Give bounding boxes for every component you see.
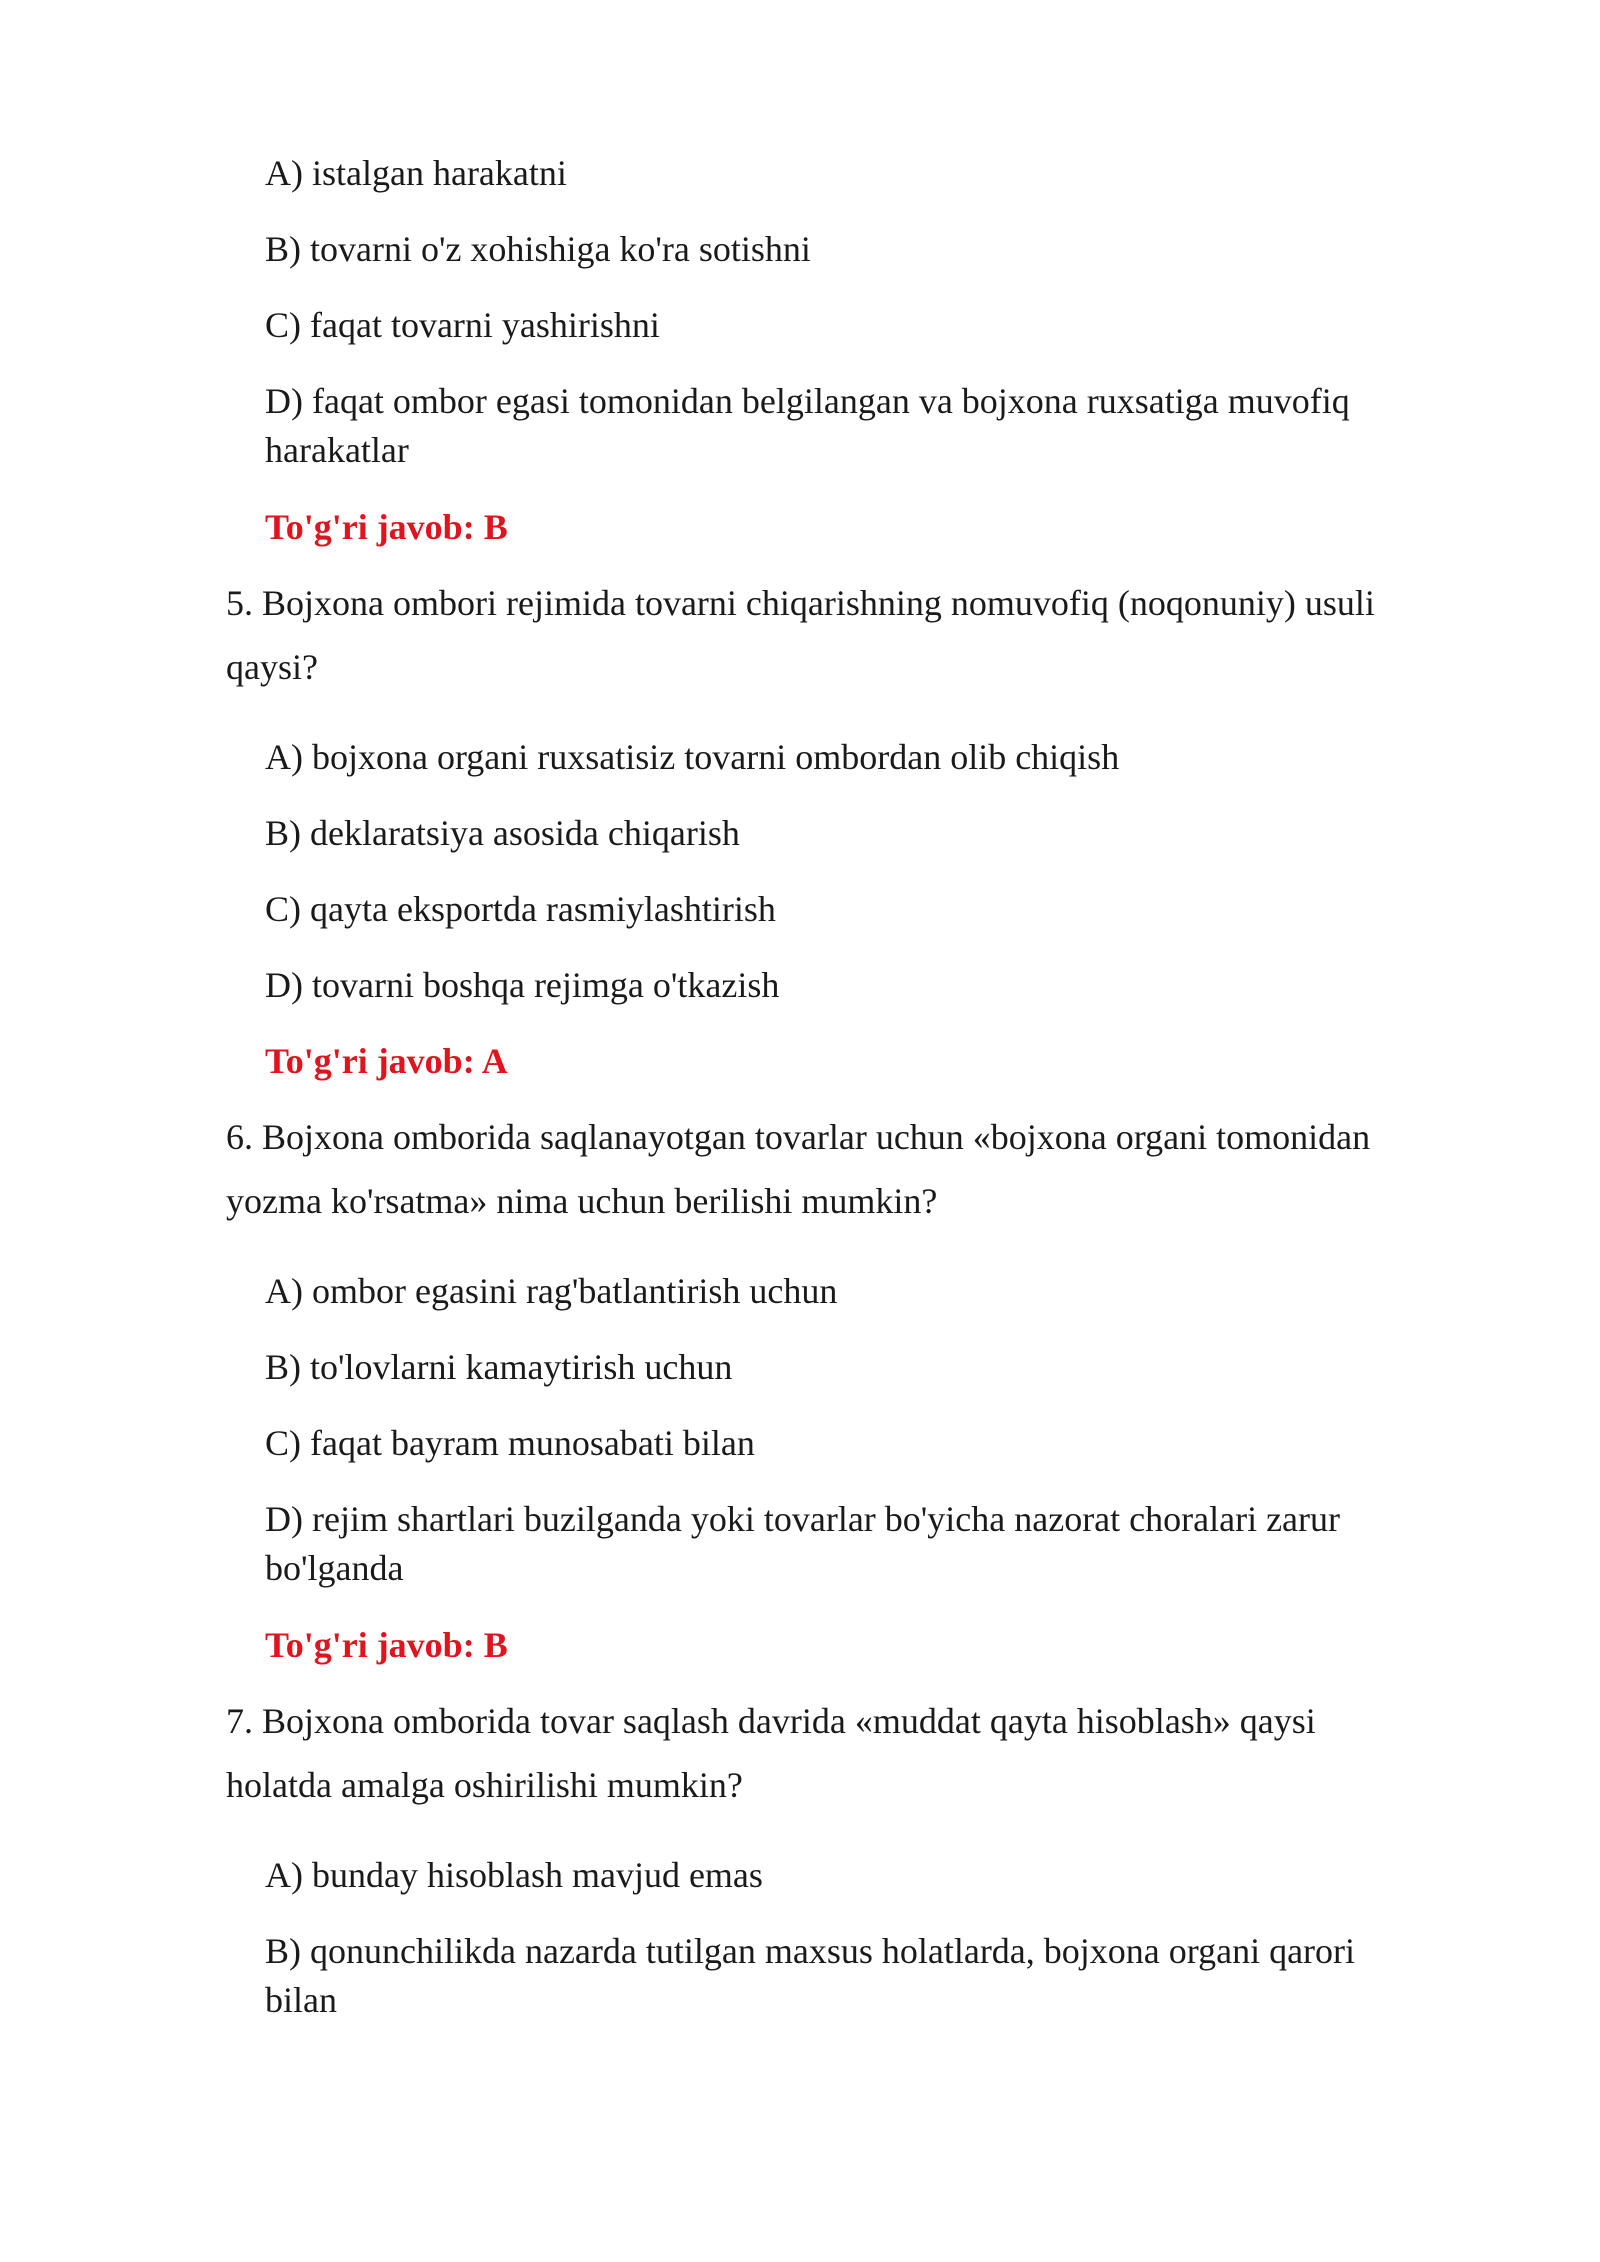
option-c: C) faqat tovarni yashirishni bbox=[265, 305, 660, 345]
option-b: B) to'lovlarni kamaytirish uchun bbox=[265, 1347, 733, 1387]
question-5-continuation: qaysi? bbox=[226, 647, 318, 687]
option-a: A) bunday hisoblash mavjud emas bbox=[265, 1855, 763, 1895]
option-d: D) rejim shartlari buzilganda yoki tovarlar bo'yicha nazorat choralari zarur bbox=[265, 1499, 1341, 1539]
option-b: B) tovarni o'z xohishiga ko'ra sotishni bbox=[265, 229, 811, 269]
option-c: C) faqat bayram munosabati bilan bbox=[265, 1423, 755, 1463]
option-d: D) tovarni boshqa rejimga o'tkazish bbox=[265, 965, 780, 1005]
question-7: 7. Bojxona omborida tovar saqlash davrida «muddat qayta hisoblash» qaysi bbox=[226, 1701, 1316, 1741]
correct-answer: To'g'ri javob: B bbox=[265, 1625, 508, 1665]
option-d-continuation: harakatlar bbox=[265, 430, 409, 470]
option-a: A) istalgan harakatni bbox=[265, 153, 567, 193]
option-b-continuation: bilan bbox=[265, 1980, 337, 2020]
question-5: 5. Bojxona ombori rejimida tovarni chiqarishning nomuvofiq (noqonuniy) usuli bbox=[226, 583, 1375, 623]
option-a: A) ombor egasini rag'batlantirish uchun bbox=[265, 1271, 838, 1311]
option-d-continuation: bo'lganda bbox=[265, 1548, 404, 1588]
correct-answer: To'g'ri javob: B bbox=[265, 507, 508, 547]
option-c: C) qayta eksportda rasmiylashtirish bbox=[265, 889, 776, 929]
option-b: B) deklaratsiya asosida chiqarish bbox=[265, 813, 740, 853]
question-6-continuation: yozma ko'rsatma» nima uchun berilishi mumkin? bbox=[226, 1181, 938, 1221]
option-d: D) faqat ombor egasi tomonidan belgilangan va bojxona ruxsatiga muvofiq bbox=[265, 381, 1350, 421]
option-b: B) qonunchilikda nazarda tutilgan maxsus holatlarda, bojxona organi qarori bbox=[265, 1931, 1356, 1971]
correct-answer: To'g'ri javob: A bbox=[265, 1041, 508, 1081]
question-7-continuation: holatda amalga oshirilishi mumkin? bbox=[226, 1765, 743, 1805]
option-a: A) bojxona organi ruxsatisiz tovarni ombordan olib chiqish bbox=[265, 737, 1120, 777]
question-6: 6. Bojxona omborida saqlanayotgan tovarlar uchun «bojxona organi tomonidan bbox=[226, 1117, 1371, 1157]
